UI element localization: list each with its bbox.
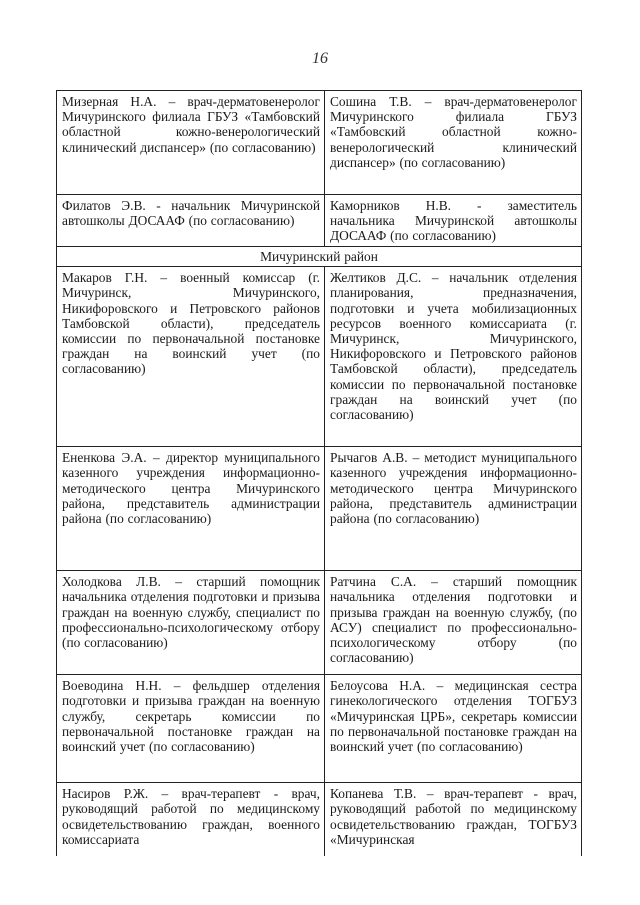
- member-description: Макаров Г.Н. – военный комиссар (г. Мичуринск, Мичуринского, Никифоровского и Петровского районов Тамбовской области), председатель комиссии по первоначальной постановке граждан на воинский учет (по согласованию): [62, 270, 320, 377]
- member-cell-substitute: [325, 571, 582, 675]
- table-row: [57, 91, 582, 195]
- table-row: [57, 675, 582, 783]
- member-description: Насиров Р.Ж. – врач-терапевт - врач, руководящий работой по медицинскому освидетельствованию граждан, военного комиссариата: [62, 786, 320, 847]
- section-header-district: Мичуринский район: [57, 247, 582, 267]
- member-cell-substitute: [325, 267, 582, 447]
- table-row: [57, 447, 582, 571]
- commission-members-table: [56, 90, 582, 856]
- member-cell-primary: [57, 195, 325, 247]
- section-header-row: [57, 247, 582, 267]
- member-cell-substitute: [325, 447, 582, 571]
- table-row: [57, 267, 582, 447]
- member-description: Ратчина С.А. – старший помощник начальника отделения подготовки и призыва граждан на военную службу, (по АСУ) специалист по профессионально-психологическому отбору (по согласованию): [330, 574, 577, 666]
- member-cell-primary: [57, 783, 325, 857]
- table-row: [57, 783, 582, 857]
- member-description: Каморников Н.В. - заместитель начальника Мичуринской автошколы ДОСААФ (по согласованию): [330, 198, 577, 244]
- member-cell-primary: [57, 571, 325, 675]
- member-description: Сошина Т.В. – врач-дерматовенеролог Мичуринского филиала ГБУЗ «Тамбовский областной кожно-венерологический клинический диспансер» (по согласованию): [330, 94, 577, 170]
- member-description: Копанева Т.В. – врач-терапевт - врач, руководящий работой по медицинскому освидетельствованию граждан, ТОГБУЗ «Мичуринская: [330, 786, 577, 847]
- member-cell-substitute: [325, 783, 582, 857]
- member-description: Ененкова Э.А. – директор муниципального казенного учреждения информационно-методического центра Мичуринского района, представитель администрации района (по согласованию): [62, 450, 320, 527]
- table-row: [57, 571, 582, 675]
- member-cell-substitute: [325, 195, 582, 247]
- member-cell-primary: [57, 91, 325, 195]
- member-cell-primary: [57, 267, 325, 447]
- member-description: Холодкова Л.В. – старший помощник начальника отделения подготовки и призыва граждан на военную службу, специалист по профессионально-психологическому отбору (по согласованию): [62, 574, 320, 651]
- member-description: Воеводина Н.Н. – фельдшер отделения подготовки и призыва граждан на военную службу, секретарь комиссии по первоначальной постановке граждан на воинский учет (по согласованию): [62, 678, 320, 755]
- member-cell-primary: [57, 675, 325, 783]
- member-description: Белоусова Н.А. – медицинская сестра гинекологического отделения ТОГБУЗ «Мичуринская ЦРБ», секретарь комиссии по первоначальной постановке граждан на воинский учет (по согласованию): [330, 678, 577, 755]
- member-cell-substitute: [325, 91, 582, 195]
- member-cell-primary: [57, 447, 325, 571]
- member-cell-substitute: [325, 675, 582, 783]
- member-description: Мизерная Н.А. – врач-дерматовенеролог Мичуринского филиала ГБУЗ «Тамбовский областной кожно-венерологический клинический диспансер» (по согласованию): [62, 94, 320, 155]
- member-description: Желтиков Д.С. – начальник отделения планирования, предназначения, подготовки и учета мобилизационных ресурсов военного комиссариата (г. Мичуринск, Мичуринского, Никифоровского и Петровского районов Тамбовской области), председатель комиссии по первоначальной постановке граждан на воинский учет (по согласованию): [330, 270, 577, 423]
- table-row: [57, 195, 582, 247]
- member-description: Рычагов А.В. – методист муниципального казенного учреждения информационно-методического центра Мичуринского района, представитель администрации района (по согласованию): [330, 450, 577, 527]
- member-description: Филатов Э.В. - начальник Мичуринской автошколы ДОСААФ (по согласованию): [62, 198, 320, 229]
- page-number: 16: [312, 50, 328, 67]
